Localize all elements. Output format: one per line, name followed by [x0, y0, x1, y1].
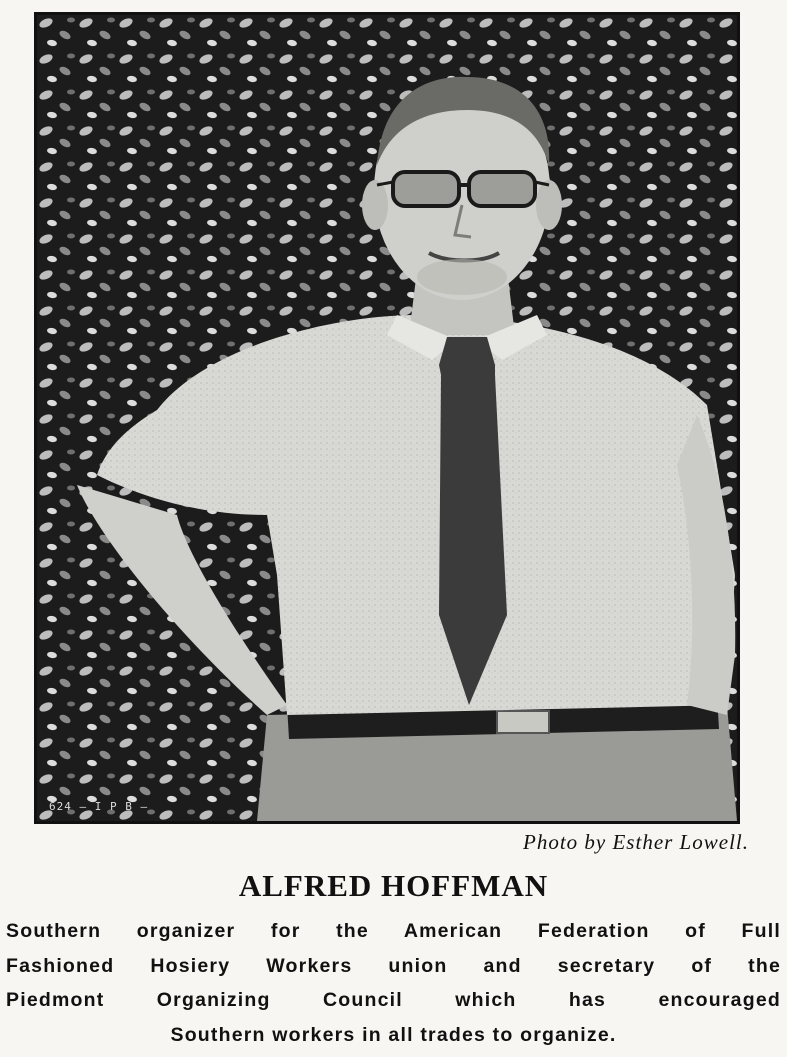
caption-line: Southern workers in all trades to organize.: [170, 1023, 617, 1046]
portrait-illustration: [37, 15, 737, 821]
caption-text: [6, 914, 781, 1052]
caption-line: Piedmont Organizing Council which has encouraged: [6, 989, 781, 1011]
portrait-photo: [34, 12, 740, 824]
headline-name: ALFRED HOFFMAN: [238, 868, 549, 903]
plate-mark: 624 — I P B —: [49, 800, 149, 813]
caption-line: Fashioned Hosiery Workers union and secretary of the: [6, 954, 781, 977]
photo-credit: Photo by Esther Lowell.: [523, 830, 749, 854]
caption-line: Southern organizer for the American Federation of Full: [6, 920, 781, 942]
